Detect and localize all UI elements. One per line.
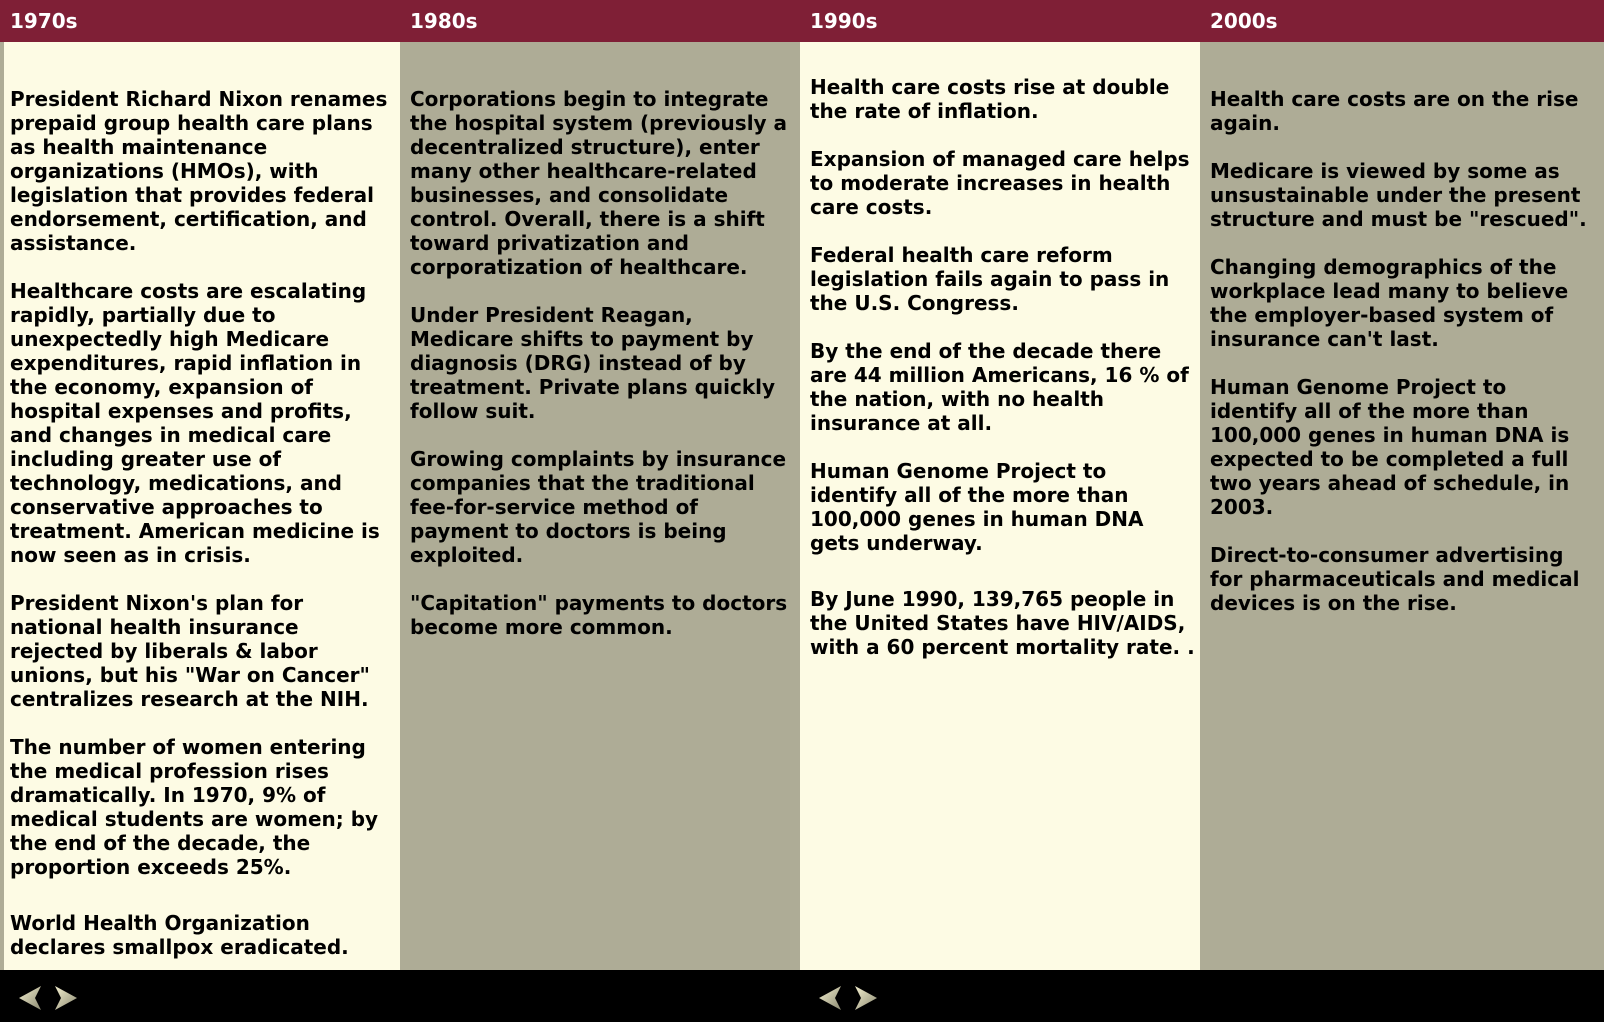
paragraph: World Health Organization declares smallpox eradicated. [10,911,349,959]
paragraph: Health care costs are on the rise again. [1210,87,1579,135]
footer-bar [0,970,1604,1022]
arrow-left-icon[interactable] [16,984,44,1012]
column-1980s [400,0,800,970]
arrow-right-icon[interactable] [852,984,880,1012]
paragraph: "Capitation" payments to doctors become more common. [410,591,788,639]
left-nav-group [16,984,80,1012]
arrow-left-icon[interactable] [816,984,844,1012]
paragraph: President Nixon's plan for national health insurance rejected by liberals & labor unions, but his "War on Cancer" centralizes research at the NIH. [10,591,370,711]
column-header-1990s: 1990s [800,0,1200,42]
paragraph: Corporations begin to integrate the hospital system (previously a decentralized structure), enter many other healthcare-related businesses, and consolidate control. Overall, there is a shift toward privatization and corporatization of healthcare. [410,87,788,279]
paragraph: Human Genome Project to identify all of the more than 100,000 genes in human DNA gets underway. [810,459,1144,555]
column-body-2000s [1200,42,1604,615]
paragraph: Changing demographics of the workplace lead many to believe the employer-based system of insurance can't last. [1210,255,1569,351]
column-body-1970s [0,42,400,959]
paragraph: Federal health care reform legislation fails again to pass in the U.S. Congress. [810,243,1170,315]
paragraph: Human Genome Project to identify all of the more than 100,000 genes in human DNA is expected to be completed a full two years ahead of schedule, in 2003. [1210,375,1570,519]
column-header-2000s: 2000s [1200,0,1604,42]
column-body-1990s [800,42,1200,659]
column-2000s [1200,0,1604,970]
paragraph: President Richard Nixon renames prepaid group health care plans as health maintenance organizations (HMOs), with legislation that provides federal endorsement, certification, and assistance. [10,87,388,255]
column-header-1970s: 1970s [0,0,400,42]
paragraph: Healthcare costs are escalating rapidly, partially due to unexpectedly high Medicare expenditures, rapid inflation in the economy, expansion of hospital expenses and profits, and changes in medical care including greater use of technology, medications, and conservative approaches to treatment. American medicine is now seen as in crisis. [10,279,380,567]
paragraph: The number of women entering the medical profession rises dramatically. In 1970, 9% of medical students are women; by the end of the decade, the proportion exceeds 25%. [10,735,379,879]
paragraph: Growing complaints by insurance companies that the traditional fee-for-service method of payment to doctors is being exploited. [410,447,787,567]
paragraph: Health care costs rise at double the rate of inflation. [810,75,1170,123]
column-body-1980s [400,42,800,639]
arrow-right-icon[interactable] [52,984,80,1012]
column-header-1980s: 1980s [400,0,800,42]
paragraph: By June 1990, 139,765 people in the United States have HIV/AIDS, with a 60 percent mortality rate. . [810,587,1195,659]
column-1990s [800,0,1200,970]
column-1970s [0,0,400,970]
paragraph: Expansion of managed care helps to moderate increases in health care costs. [810,147,1190,219]
right-nav-group [816,984,880,1012]
paragraph: Direct-to-consumer advertising for pharmaceuticals and medical devices is on the rise. [1210,543,1580,615]
column-edge [0,42,4,970]
paragraph: Medicare is viewed by some as unsustainable under the present structure and must be "rescued". [1210,159,1587,231]
paragraph: Under President Reagan, Medicare shifts to payment by diagnosis (DRG) instead of by treatment. Private plans quickly follow suit. [410,303,776,423]
paragraph: By the end of the decade there are 44 million Americans, 16 % of the nation, with no health insurance at all. [810,339,1189,435]
